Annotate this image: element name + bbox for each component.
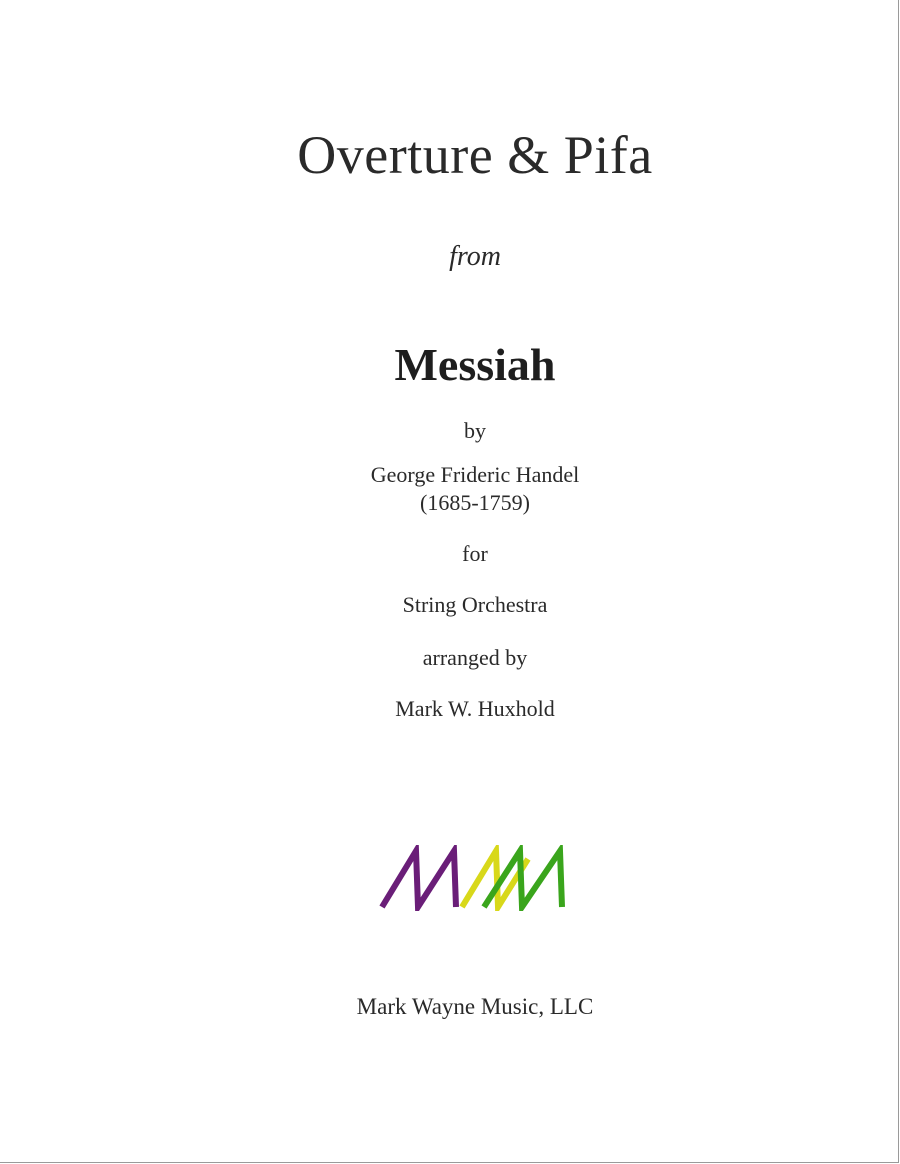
by-label: by bbox=[464, 418, 486, 443]
from-label: from bbox=[449, 241, 501, 272]
publisher-name: Mark Wayne Music, LLC bbox=[356, 994, 594, 1019]
logo-stroke-purple bbox=[382, 851, 456, 907]
composer-name: George Frideric Handel bbox=[370, 462, 580, 487]
arranged-by-label: arranged by bbox=[422, 645, 528, 670]
arranger-name: Mark W. Huxhold bbox=[395, 696, 555, 721]
instrumentation: String Orchestra bbox=[402, 592, 548, 617]
mwm-logo-icon bbox=[378, 845, 568, 911]
work-title: Messiah bbox=[394, 339, 556, 390]
document-title: Overture & Pifa bbox=[297, 125, 653, 185]
for-label: for bbox=[462, 541, 488, 566]
composer-dates: (1685-1759) bbox=[420, 490, 530, 515]
